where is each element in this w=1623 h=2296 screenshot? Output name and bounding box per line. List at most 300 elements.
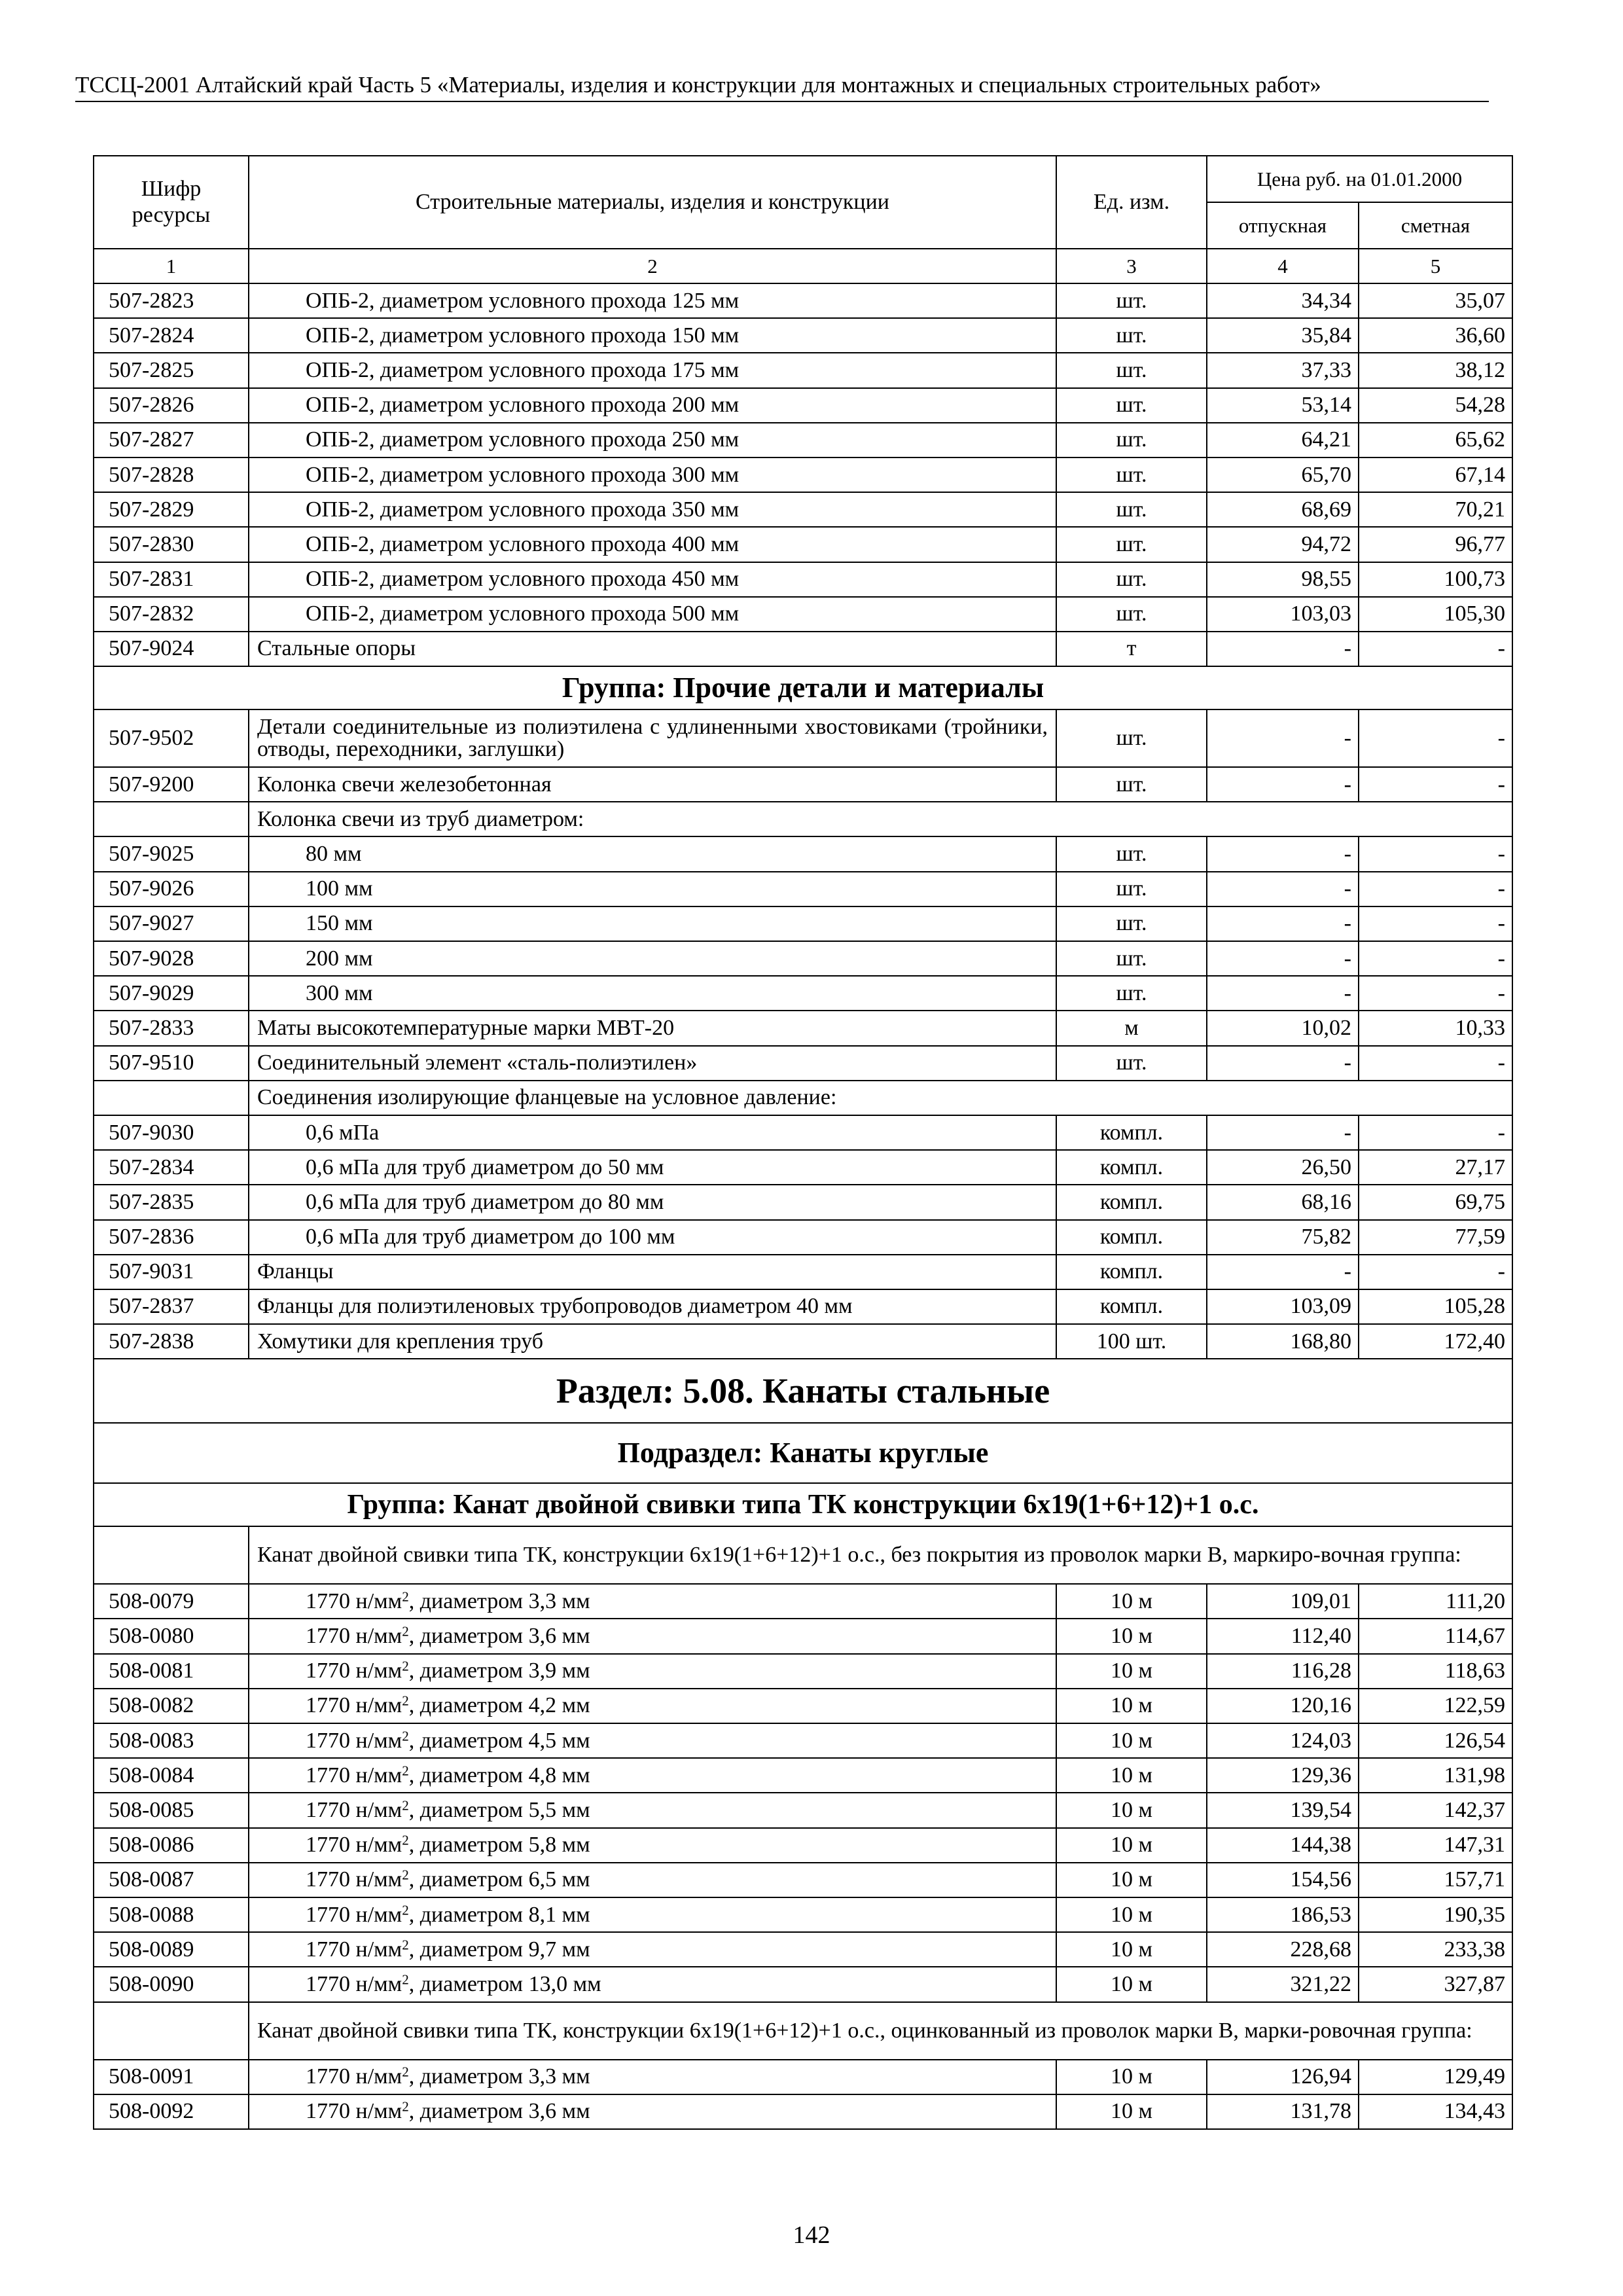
release-price: - (1207, 976, 1359, 1011)
resource-code: 507-2829 (94, 492, 249, 527)
estimate-price: 142,37 (1359, 1793, 1512, 1827)
release-price: - (1207, 709, 1359, 767)
material-name: ОПБ-2, диаметром условного прохода 200 мм (249, 388, 1056, 423)
estimate-price: 67,14 (1359, 457, 1512, 492)
unit-of-measure: 10 м (1056, 1584, 1207, 1619)
estimate-price: - (1359, 976, 1512, 1011)
estimate-price: - (1359, 632, 1512, 666)
resource-code: 507-2833 (94, 1011, 249, 1045)
material-name: ОПБ-2, диаметром условного прохода 500 мм (249, 597, 1056, 632)
resource-code: 507-2825 (94, 353, 249, 387)
resource-code: 507-2826 (94, 388, 249, 423)
material-name (249, 1689, 1056, 1723)
unit-of-measure: т (1056, 632, 1207, 666)
resource-code: 507-2834 (94, 1150, 249, 1185)
estimate-price: - (1359, 1046, 1512, 1081)
material-name: Колонка свечи железобетонная (249, 767, 1056, 802)
unit-of-measure: 10 м (1056, 1758, 1207, 1793)
material-name-part: 1770 н/мм (306, 1971, 402, 1996)
release-price: 64,21 (1207, 423, 1359, 457)
table-row (94, 1115, 1512, 1150)
section-heading-row (94, 1359, 1512, 1423)
empty-code-cell (94, 1081, 249, 1115)
unit-of-measure: 10 м (1056, 1897, 1207, 1932)
table-row (94, 1011, 1512, 1045)
resource-code: 508-0089 (94, 1932, 249, 1967)
release-price: 168,80 (1207, 1324, 1359, 1359)
resource-code: 507-9025 (94, 836, 249, 871)
table-row (94, 1185, 1512, 1219)
unit-of-measure: шт. (1056, 423, 1207, 457)
release-price: - (1207, 906, 1359, 941)
table-row (94, 767, 1512, 802)
estimate-price: 77,59 (1359, 1220, 1512, 1255)
material-name-part: , диаметром 5,5 мм (408, 1797, 590, 1822)
material-name: 80 мм (249, 836, 1056, 871)
unit-exponent: 2 (402, 1797, 409, 1814)
category-row (94, 1081, 1512, 1115)
empty-code-cell (94, 802, 249, 836)
resource-code: 507-2837 (94, 1289, 249, 1324)
material-name (249, 2060, 1056, 2094)
estimate-price: 126,54 (1359, 1723, 1512, 1758)
material-name-part: , диаметром 3,3 мм (408, 2064, 590, 2089)
unit-exponent: 2 (402, 1693, 409, 1709)
table-row (94, 388, 1512, 423)
material-name-part: , диаметром 4,8 мм (408, 1763, 590, 1787)
unit-of-measure: 10 м (1056, 1967, 1207, 2001)
unit-of-measure: м (1056, 1011, 1207, 1045)
unit-of-measure: шт. (1056, 1046, 1207, 1081)
col-header-code: Шифр ресурсы (94, 156, 249, 249)
estimate-price: 69,75 (1359, 1185, 1512, 1219)
material-name-part: 1770 н/мм (306, 1797, 402, 1822)
col-header-name: Строительные материалы, изделия и конструкции (249, 156, 1056, 249)
estimate-price: 96,77 (1359, 527, 1512, 562)
unit-of-measure: компл. (1056, 1289, 1207, 1324)
material-name-part: , диаметром 4,5 мм (408, 1728, 590, 1753)
table-row (94, 1324, 1512, 1359)
material-name-part: , диаметром 4,2 мм (408, 1693, 590, 1718)
material-name (249, 1932, 1056, 1967)
section-heading: Раздел: 5.08. Канаты стальные (94, 1359, 1512, 1423)
table-row (94, 1689, 1512, 1723)
unit-of-measure: 10 м (1056, 1828, 1207, 1863)
resource-code: 507-9028 (94, 941, 249, 976)
material-name: Хомутики для крепления труб (249, 1324, 1056, 1359)
unit-of-measure: шт. (1056, 836, 1207, 871)
material-name-part: 1770 н/мм (306, 1902, 402, 1927)
resource-code: 507-2827 (94, 423, 249, 457)
material-name (249, 1793, 1056, 1827)
unit-of-measure: компл. (1056, 1220, 1207, 1255)
estimate-price: 157,71 (1359, 1863, 1512, 1897)
category-row (94, 802, 1512, 836)
resource-code: 507-2824 (94, 318, 249, 353)
unit-of-measure: шт. (1056, 941, 1207, 976)
release-price: 34,34 (1207, 283, 1359, 318)
table-row (94, 906, 1512, 941)
material-name-part: , диаметром 6,5 мм (408, 1867, 590, 1892)
release-price: 120,16 (1207, 1689, 1359, 1723)
release-price: - (1207, 767, 1359, 802)
table-row (94, 709, 1512, 767)
unit-of-measure: шт. (1056, 283, 1207, 318)
unit-of-measure: компл. (1056, 1115, 1207, 1150)
release-price: 112,40 (1207, 1619, 1359, 1653)
resource-code: 507-2831 (94, 562, 249, 597)
material-name-part: 1770 н/мм (306, 2064, 402, 2089)
col-header-estimate: сметная (1359, 202, 1512, 249)
empty-code-cell (94, 1526, 249, 1584)
estimate-price: 36,60 (1359, 318, 1512, 353)
material-name: 0,6 мПа (249, 1115, 1056, 1150)
resource-code: 507-2835 (94, 1185, 249, 1219)
table-body (94, 283, 1512, 2129)
page-number: 142 (793, 2221, 830, 2249)
unit-exponent: 2 (402, 1728, 409, 1744)
table-row (94, 1793, 1512, 1827)
resource-code: 508-0080 (94, 1619, 249, 1653)
estimate-price: 129,49 (1359, 2060, 1512, 2094)
resource-code: 507-2836 (94, 1220, 249, 1255)
unit-of-measure: 100 шт. (1056, 1324, 1207, 1359)
col-number-1: 1 (94, 249, 249, 283)
group-heading: Группа: Канат двойной свивки типа ТК конструкции 6х19(1+6+12)+1 о.с. (94, 1483, 1512, 1526)
estimate-price: - (1359, 941, 1512, 976)
release-price: 139,54 (1207, 1793, 1359, 1827)
material-name: ОПБ-2, диаметром условного прохода 400 мм (249, 527, 1056, 562)
group-heading: Группа: Прочие детали и материалы (94, 666, 1512, 709)
unit-of-measure: 10 м (1056, 1793, 1207, 1827)
release-price: 68,69 (1207, 492, 1359, 527)
table-row (94, 632, 1512, 666)
unit-exponent: 2 (402, 1623, 409, 1640)
release-price: 75,82 (1207, 1220, 1359, 1255)
unit-of-measure: шт. (1056, 353, 1207, 387)
table-row (94, 976, 1512, 1011)
unit-exponent: 2 (402, 1937, 409, 1953)
material-name (249, 1584, 1056, 1619)
category-label: Канат двойной свивки типа ТК, конструкции 6х19(1+6+12)+1 о.с., без покрытия из проволок марки В, маркиро-вочная группа: (249, 1526, 1512, 1584)
material-name (249, 1654, 1056, 1689)
unit-exponent: 2 (402, 2064, 409, 2080)
release-price: 116,28 (1207, 1654, 1359, 1689)
unit-of-measure: шт. (1056, 709, 1207, 767)
estimate-price: - (1359, 906, 1512, 941)
col-number-2: 2 (249, 249, 1056, 283)
table-row (94, 1863, 1512, 1897)
unit-of-measure: шт. (1056, 388, 1207, 423)
unit-of-measure: 10 м (1056, 1723, 1207, 1758)
table-row (94, 562, 1512, 597)
material-name: 300 мм (249, 976, 1056, 1011)
release-price: - (1207, 1115, 1359, 1150)
material-name: Детали соединительные из полиэтилена с удлиненными хвостовиками (тройники, отводы, переходники, заглушки) (249, 709, 1056, 767)
material-name: 150 мм (249, 906, 1056, 941)
estimate-price: 27,17 (1359, 1150, 1512, 1185)
material-name: 100 мм (249, 872, 1056, 906)
resource-code: 507-9030 (94, 1115, 249, 1150)
category-label: Колонка свечи из труб диаметром: (249, 802, 1512, 836)
table-row (94, 1758, 1512, 1793)
material-name (249, 1967, 1056, 2001)
unit-exponent: 2 (402, 1902, 409, 1918)
estimate-price: 118,63 (1359, 1654, 1512, 1689)
unit-of-measure: 10 м (1056, 1863, 1207, 1897)
group-heading-row (94, 1483, 1512, 1526)
release-price: 65,70 (1207, 457, 1359, 492)
unit-of-measure: 10 м (1056, 1932, 1207, 1967)
unit-of-measure: шт. (1056, 767, 1207, 802)
material-name: Фланцы (249, 1255, 1056, 1289)
estimate-price: - (1359, 1255, 1512, 1289)
unit-of-measure: шт. (1056, 872, 1207, 906)
estimate-price: 147,31 (1359, 1828, 1512, 1863)
table-row (94, 2094, 1512, 2129)
estimate-price: - (1359, 709, 1512, 767)
resource-code: 507-2823 (94, 283, 249, 318)
material-name: Стальные опоры (249, 632, 1056, 666)
material-name-part: 1770 н/мм (306, 1867, 402, 1892)
unit-of-measure: шт. (1056, 318, 1207, 353)
resource-code: 507-2832 (94, 597, 249, 632)
release-price: 53,14 (1207, 388, 1359, 423)
estimate-price: 65,62 (1359, 423, 1512, 457)
unit-of-measure: шт. (1056, 527, 1207, 562)
material-name: ОПБ-2, диаметром условного прохода 175 мм (249, 353, 1056, 387)
estimate-price: 10,33 (1359, 1011, 1512, 1045)
release-price: 228,68 (1207, 1932, 1359, 1967)
release-price: 37,33 (1207, 353, 1359, 387)
resource-code: 508-0091 (94, 2060, 249, 2094)
table-row (94, 423, 1512, 457)
material-name (249, 2094, 1056, 2129)
material-name: ОПБ-2, диаметром условного прохода 450 мм (249, 562, 1056, 597)
material-name-part: 1770 н/мм (306, 1937, 402, 1962)
category-row (94, 2002, 1512, 2060)
resource-code: 507-9510 (94, 1046, 249, 1081)
estimate-price: 38,12 (1359, 353, 1512, 387)
release-price: - (1207, 1255, 1359, 1289)
table-row (94, 1046, 1512, 1081)
release-price: 68,16 (1207, 1185, 1359, 1219)
category-row (94, 1526, 1512, 1584)
table-row (94, 457, 1512, 492)
unit-of-measure: шт. (1056, 906, 1207, 941)
material-name-part: 1770 н/мм (306, 1833, 402, 1857)
material-name (249, 1723, 1056, 1758)
release-price: 321,22 (1207, 1967, 1359, 2001)
material-name: ОПБ-2, диаметром условного прохода 125 мм (249, 283, 1056, 318)
estimate-price: - (1359, 1115, 1512, 1150)
unit-of-measure: 10 м (1056, 1654, 1207, 1689)
table-row (94, 1932, 1512, 1967)
estimate-price: - (1359, 836, 1512, 871)
release-price: 94,72 (1207, 527, 1359, 562)
resource-code: 507-2830 (94, 527, 249, 562)
resource-code: 508-0081 (94, 1654, 249, 1689)
table-row (94, 492, 1512, 527)
material-name: ОПБ-2, диаметром условного прохода 150 мм (249, 318, 1056, 353)
price-table (93, 155, 1513, 2130)
release-price: 126,94 (1207, 2060, 1359, 2094)
release-price: 103,09 (1207, 1289, 1359, 1324)
resource-code: 508-0090 (94, 1967, 249, 2001)
material-name (249, 1619, 1056, 1653)
resource-code: 507-9200 (94, 767, 249, 802)
table-row (94, 597, 1512, 632)
unit-of-measure: шт. (1056, 597, 1207, 632)
estimate-price: 233,38 (1359, 1932, 1512, 1967)
estimate-price: - (1359, 767, 1512, 802)
release-price: - (1207, 941, 1359, 976)
table-row (94, 836, 1512, 871)
estimate-price: 54,28 (1359, 388, 1512, 423)
unit-of-measure: 10 м (1056, 1689, 1207, 1723)
subsection-heading: Подраздел: Канаты круглые (94, 1423, 1512, 1483)
material-name-part: , диаметром 8,1 мм (408, 1902, 590, 1927)
category-label: Канат двойной свивки типа ТК, конструкции 6х19(1+6+12)+1 о.с., оцинкованный из проволок марки В, марки-ровочная группа: (249, 2002, 1512, 2060)
table-row (94, 353, 1512, 387)
col-number-3: 3 (1056, 249, 1207, 283)
material-name-part: 1770 н/мм (306, 1693, 402, 1718)
estimate-price: - (1359, 872, 1512, 906)
release-price: 129,36 (1207, 1758, 1359, 1793)
release-price: 35,84 (1207, 318, 1359, 353)
material-name: ОПБ-2, диаметром условного прохода 250 мм (249, 423, 1056, 457)
material-name-part: 1770 н/мм (306, 1763, 402, 1787)
release-price: 144,38 (1207, 1828, 1359, 1863)
material-name: 200 мм (249, 941, 1056, 976)
table-row (94, 941, 1512, 976)
table-row (94, 1255, 1512, 1289)
resource-code: 507-9024 (94, 632, 249, 666)
resource-code: 507-2838 (94, 1324, 249, 1359)
table-row (94, 1897, 1512, 1932)
material-name: 0,6 мПа для труб диаметром до 50 мм (249, 1150, 1056, 1185)
table-row (94, 1723, 1512, 1758)
table-row (94, 1828, 1512, 1863)
col-header-price: Цена руб. на 01.01.2000 (1207, 156, 1512, 202)
estimate-price: 122,59 (1359, 1689, 1512, 1723)
release-price: 10,02 (1207, 1011, 1359, 1045)
group-heading-row (94, 666, 1512, 709)
unit-of-measure: 10 м (1056, 2094, 1207, 2129)
unit-of-measure: компл. (1056, 1255, 1207, 1289)
resource-code: 508-0087 (94, 1863, 249, 1897)
material-name: Соединительный элемент «сталь-полиэтилен» (249, 1046, 1056, 1081)
col-number-4: 4 (1207, 249, 1359, 283)
release-price: 109,01 (1207, 1584, 1359, 1619)
release-price: 154,56 (1207, 1863, 1359, 1897)
category-label: Соединения изолирующие фланцевые на условное давление: (249, 1081, 1512, 1115)
table-row (94, 1967, 1512, 2001)
material-name (249, 1897, 1056, 1932)
material-name (249, 1863, 1056, 1897)
resource-code: 508-0082 (94, 1689, 249, 1723)
release-price: 98,55 (1207, 562, 1359, 597)
release-price: - (1207, 1046, 1359, 1081)
material-name (249, 1828, 1056, 1863)
estimate-price: 114,67 (1359, 1619, 1512, 1653)
empty-code-cell (94, 2002, 249, 2060)
release-price: - (1207, 632, 1359, 666)
release-price: 186,53 (1207, 1897, 1359, 1932)
unit-of-measure: шт. (1056, 457, 1207, 492)
resource-code: 508-0086 (94, 1828, 249, 1863)
table-row (94, 1289, 1512, 1324)
resource-code: 508-0084 (94, 1758, 249, 1793)
release-price: 26,50 (1207, 1150, 1359, 1185)
release-price: 124,03 (1207, 1723, 1359, 1758)
col-header-release: отпускная (1207, 202, 1359, 249)
release-price: - (1207, 872, 1359, 906)
unit-of-measure: шт. (1056, 562, 1207, 597)
unit-exponent: 2 (402, 1867, 409, 1883)
table-row (94, 1619, 1512, 1653)
estimate-price: 35,07 (1359, 283, 1512, 318)
release-price: - (1207, 836, 1359, 871)
unit-of-measure: шт. (1056, 492, 1207, 527)
material-name-part: 1770 н/мм (306, 1728, 402, 1753)
table-row (94, 1220, 1512, 1255)
table-row (94, 283, 1512, 318)
unit-exponent: 2 (402, 1971, 409, 1988)
release-price: 103,03 (1207, 597, 1359, 632)
resource-code: 507-9029 (94, 976, 249, 1011)
material-name-part: , диаметром 13,0 мм (408, 1971, 601, 1996)
estimate-price: 111,20 (1359, 1584, 1512, 1619)
unit-exponent: 2 (402, 2098, 409, 2115)
unit-of-measure: шт. (1056, 976, 1207, 1011)
release-price: 131,78 (1207, 2094, 1359, 2129)
resource-code: 508-0092 (94, 2094, 249, 2129)
estimate-price: 131,98 (1359, 1758, 1512, 1793)
unit-exponent: 2 (402, 1832, 409, 1848)
unit-exponent: 2 (402, 1763, 409, 1779)
material-name-part: 1770 н/мм (306, 2099, 402, 2124)
estimate-price: 105,28 (1359, 1289, 1512, 1324)
table-row (94, 2060, 1512, 2094)
unit-of-measure: компл. (1056, 1150, 1207, 1185)
material-name (249, 1758, 1056, 1793)
material-name: Маты высокотемпературные марки МВТ-20 (249, 1011, 1056, 1045)
unit-of-measure: 10 м (1056, 1619, 1207, 1653)
material-name: Фланцы для полиэтиленовых трубопроводов диаметром 40 мм (249, 1289, 1056, 1324)
resource-code: 508-0088 (94, 1897, 249, 1932)
material-name-part: 1770 н/мм (306, 1624, 402, 1649)
table-row (94, 1654, 1512, 1689)
resource-code: 508-0083 (94, 1723, 249, 1758)
material-name: 0,6 мПа для труб диаметром до 100 мм (249, 1220, 1056, 1255)
running-header: ТССЦ-2001 Алтайский край Часть 5 «Материалы, изделия и конструкции для монтажных и специальных строительных работ» (75, 71, 1489, 102)
estimate-price: 70,21 (1359, 492, 1512, 527)
resource-code: 507-2828 (94, 457, 249, 492)
resource-code: 508-0079 (94, 1584, 249, 1619)
material-name: 0,6 мПа для труб диаметром до 80 мм (249, 1185, 1056, 1219)
estimate-price: 100,73 (1359, 562, 1512, 597)
table-row (94, 872, 1512, 906)
unit-of-measure: 10 м (1056, 2060, 1207, 2094)
material-name-part: , диаметром 3,6 мм (408, 1624, 590, 1649)
estimate-price: 134,43 (1359, 2094, 1512, 2129)
estimate-price: 327,87 (1359, 1967, 1512, 2001)
unit-exponent: 2 (402, 1658, 409, 1674)
material-name-part: , диаметром 9,7 мм (408, 1937, 590, 1962)
unit-exponent: 2 (402, 1588, 409, 1605)
resource-code: 507-9031 (94, 1255, 249, 1289)
